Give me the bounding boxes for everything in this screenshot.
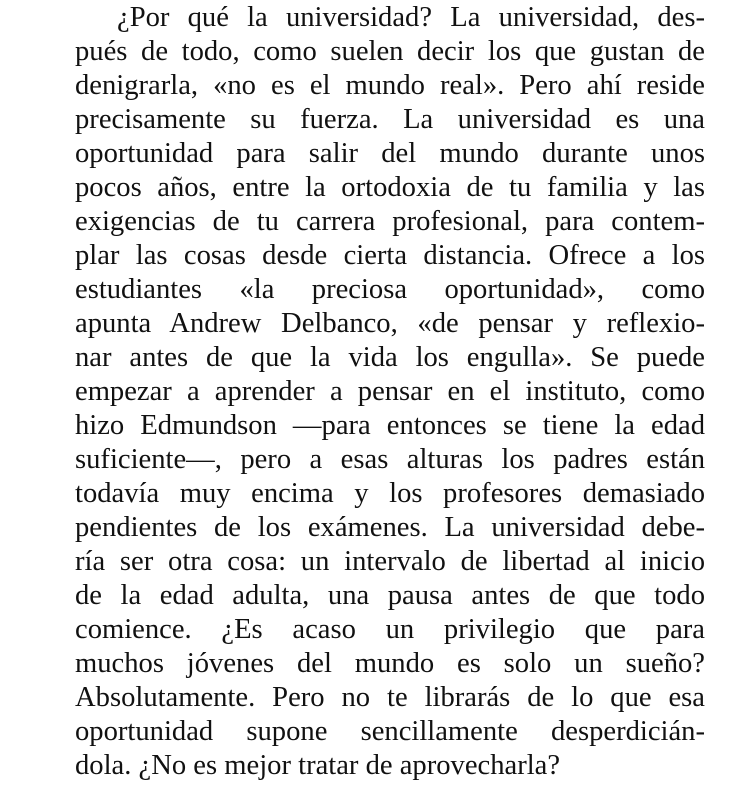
text-line: oportunidad para salir del mundo durante unos xyxy=(75,138,705,169)
text-line: estudiantes «la preciosa oportunidad», como xyxy=(75,274,705,305)
text-line: denigrarla, «no es el mundo real». Pero ahí reside xyxy=(75,70,705,101)
paragraph xyxy=(75,1,705,783)
text-line: empezar a aprender a pensar en el instituto, como xyxy=(75,376,705,407)
text-line: ¿Por qué la universidad? La universidad, des- xyxy=(117,2,705,33)
text-line: oportunidad supone sencillamente desperdicián- xyxy=(75,716,705,747)
text-line: plar las cosas desde cierta distancia. Ofrece a los xyxy=(75,240,705,271)
text-line: pués de todo, como suelen decir los que gustan de xyxy=(75,36,705,67)
text-line: suficiente—, pero a esas alturas los padres están xyxy=(75,444,705,475)
text-line: Absolutamente. Pero no te librarás de lo que esa xyxy=(75,682,705,713)
text-line: de la edad adulta, una pausa antes de que todo xyxy=(75,580,705,611)
text-line: ría ser otra cosa: un intervalo de libertad al inicio xyxy=(75,546,705,577)
text-line: exigencias de tu carrera profesional, para contem- xyxy=(75,206,705,237)
text-line: muchos jóvenes del mundo es solo un sueño? xyxy=(75,648,705,679)
text-line: apunta Andrew Delbanco, «de pensar y reflexio- xyxy=(75,308,705,339)
text-line: pocos años, entre la ortodoxia de tu familia y las xyxy=(75,172,705,203)
text-line: dola. ¿No es mejor tratar de aprovecharla? xyxy=(75,750,561,781)
text-line: hizo Edmundson —para entonces se tiene la edad xyxy=(75,410,705,441)
text-line: nar antes de que la vida los engulla». Se puede xyxy=(75,342,705,373)
text-line: comience. ¿Es acaso un privilegio que para xyxy=(75,614,705,645)
text-line: precisamente su fuerza. La universidad es una xyxy=(75,104,705,135)
text-line: pendientes de los exámenes. La universidad debe- xyxy=(75,512,705,543)
text-line: todavía muy encima y los profesores demasiado xyxy=(75,478,705,509)
